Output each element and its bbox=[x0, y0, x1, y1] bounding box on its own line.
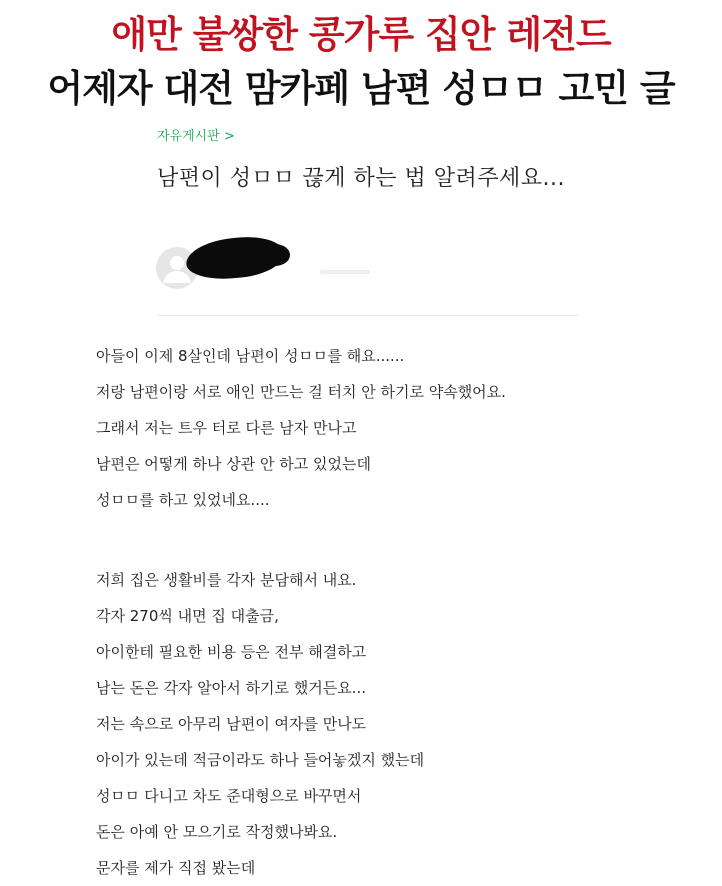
paragraph-gap bbox=[96, 518, 656, 562]
post-meta-faint bbox=[320, 270, 370, 274]
body-line: 성ㅁㅁ를 하고 있었네요.... bbox=[96, 491, 270, 509]
author-name-redaction-tail bbox=[260, 244, 290, 266]
body-line: 아이가 있는데 적금이라도 하나 들어놓겠지 했는데 bbox=[96, 751, 425, 769]
post-header-divider bbox=[157, 315, 579, 316]
body-line: 저는 속으로 아무리 남편이 여자를 만나도 bbox=[96, 715, 367, 733]
headline-line-2: 어제자 대전 맘카페 남편 성ㅁㅁ 고민 글 bbox=[47, 67, 675, 110]
headline-line-1: 애만 불쌍한 콩가루 집안 레전드 bbox=[111, 13, 611, 56]
body-line: 남편은 어떻게 하나 상관 안 하고 있었는데 bbox=[96, 455, 371, 473]
body-line: 문자를 제가 직접 봤는데 bbox=[96, 859, 256, 877]
body-line: 남는 돈은 각자 알아서 하기로 했거든요... bbox=[96, 679, 366, 697]
body-line: 성ㅁㅁ 다니고 차도 준대형으로 바꾸면서 bbox=[96, 787, 362, 805]
body-line: 각자 270씩 내면 집 대출금, bbox=[96, 607, 279, 625]
post-title: 남편이 성ㅁㅁ 끊게 하는 법 알려주세요... bbox=[157, 166, 565, 191]
post-body bbox=[96, 338, 656, 886]
body-line: 아이한테 필요한 비용 등은 전부 해결하고 bbox=[96, 643, 367, 661]
board-link[interactable]: 자유게시판 > bbox=[157, 129, 235, 144]
body-line: 저희 집은 생활비를 각자 분담해서 내요. bbox=[96, 571, 357, 589]
body-line: 아들이 이제 8살인데 남편이 성ㅁㅁ를 해요...... bbox=[96, 347, 405, 365]
body-line: 돈은 아예 안 모으기로 작정했나봐요. bbox=[96, 823, 338, 841]
body-line: 저랑 남편이랑 서로 애인 만드는 걸 터치 안 하기로 약속했어요. bbox=[96, 383, 506, 401]
body-line: 그래서 저는 트우 터로 다른 남자 만나고 bbox=[96, 419, 357, 437]
